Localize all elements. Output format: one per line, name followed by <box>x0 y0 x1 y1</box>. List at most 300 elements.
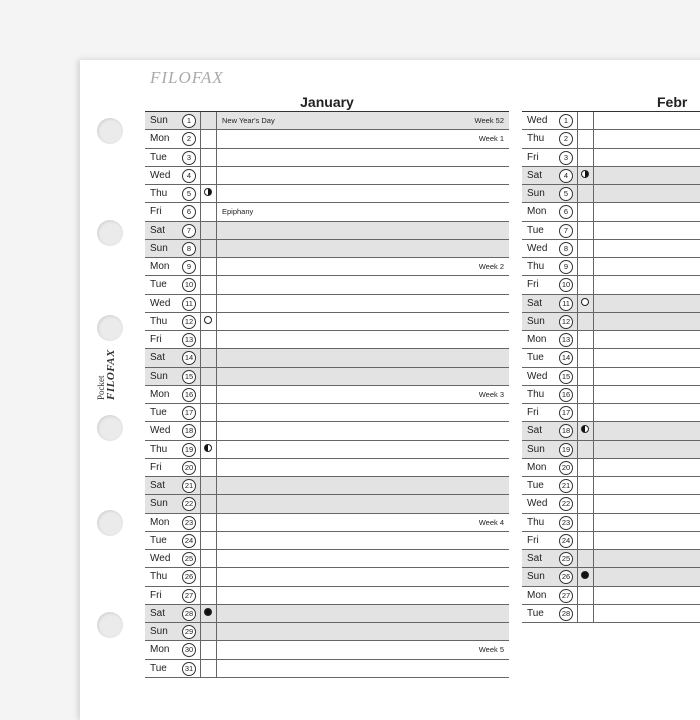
column-divider <box>593 331 594 348</box>
day-row <box>145 130 509 148</box>
column-divider <box>577 605 578 622</box>
day-number: 10 <box>182 278 196 292</box>
day-name: Sun <box>527 188 545 199</box>
column-divider <box>216 313 217 330</box>
holiday-label: New Year's Day <box>222 116 275 125</box>
column-divider <box>593 149 594 166</box>
day-row <box>145 185 509 203</box>
day-number: 8 <box>182 242 196 256</box>
day-row <box>522 331 700 349</box>
moon-phase-last-icon <box>204 444 212 452</box>
day-row <box>145 349 509 367</box>
day-row <box>522 149 700 167</box>
day-name: Fri <box>527 279 539 291</box>
day-row <box>522 222 700 240</box>
day-number: 14 <box>559 351 573 365</box>
day-number: 13 <box>182 333 196 347</box>
day-number: 17 <box>182 406 196 420</box>
column-divider <box>593 550 594 567</box>
column-divider <box>593 495 594 512</box>
column-divider <box>200 222 201 239</box>
column-divider <box>577 441 578 458</box>
day-row <box>145 167 509 185</box>
column-divider <box>200 514 201 531</box>
weekend-shading <box>522 422 700 439</box>
weekend-shading <box>522 568 700 585</box>
column-divider <box>577 313 578 330</box>
day-number: 28 <box>182 607 196 621</box>
day-name: Fri <box>150 589 162 601</box>
day-row <box>145 203 509 221</box>
punch-hole <box>97 220 123 246</box>
day-row <box>522 349 700 367</box>
day-row <box>145 660 509 678</box>
day-row <box>145 441 509 459</box>
day-number: 13 <box>559 333 573 347</box>
day-name: Mon <box>150 644 170 656</box>
column-divider <box>593 258 594 275</box>
day-row <box>522 441 700 459</box>
day-row <box>145 568 509 586</box>
moon-phase-new-icon <box>204 608 212 616</box>
brand-logo: FILOFAX <box>150 68 224 87</box>
column-divider <box>593 349 594 366</box>
column-divider <box>577 185 578 202</box>
day-row <box>145 550 509 568</box>
day-name: Tue <box>150 534 167 546</box>
side-label-brand: FILOFAX <box>105 349 117 400</box>
column-divider <box>200 605 201 622</box>
day-rows <box>145 112 509 678</box>
day-number: 9 <box>559 260 573 274</box>
day-number: 3 <box>182 151 196 165</box>
column-divider <box>216 605 217 622</box>
column-divider <box>577 349 578 366</box>
column-divider <box>593 514 594 531</box>
punch-hole <box>97 510 123 536</box>
day-name: Mon <box>150 261 170 272</box>
column-divider <box>593 459 594 476</box>
day-name: Wed <box>150 169 171 181</box>
day-name: Wed <box>150 425 171 437</box>
column-divider <box>200 368 201 385</box>
day-number: 5 <box>559 187 573 201</box>
day-number: 7 <box>559 224 573 238</box>
day-name: Wed <box>150 297 171 309</box>
column-divider <box>216 587 217 604</box>
day-row <box>145 404 509 422</box>
day-name: Sat <box>150 352 166 364</box>
day-row <box>145 222 509 240</box>
punch-hole <box>97 415 123 441</box>
column-divider <box>577 130 578 147</box>
column-divider <box>216 276 217 293</box>
day-name: Tue <box>150 151 167 163</box>
column-divider <box>216 532 217 549</box>
day-name: Fri <box>527 151 539 163</box>
day-row <box>145 587 509 605</box>
day-number: 25 <box>559 552 573 566</box>
day-name: Fri <box>150 334 162 345</box>
day-row <box>522 587 700 605</box>
column-divider <box>216 149 217 166</box>
day-name: Fri <box>527 534 539 546</box>
column-divider <box>216 660 217 677</box>
column-divider <box>593 276 594 293</box>
column-divider <box>200 441 201 458</box>
day-number: 8 <box>559 242 573 256</box>
day-name: Tue <box>527 480 544 491</box>
day-name: Mon <box>527 334 547 345</box>
column-divider <box>216 623 217 640</box>
column-divider <box>216 386 217 403</box>
day-number: 30 <box>182 643 196 657</box>
day-name: Thu <box>527 388 545 400</box>
day-row <box>145 422 509 440</box>
day-row <box>145 459 509 477</box>
day-number: 21 <box>182 479 196 493</box>
week-number: Week 4 <box>478 517 504 527</box>
day-name: Fri <box>150 461 162 473</box>
column-divider <box>200 203 201 220</box>
day-name: Sun <box>527 443 545 455</box>
day-row <box>145 605 509 623</box>
day-name: Sat <box>150 224 166 236</box>
day-row <box>145 514 509 532</box>
column-divider <box>577 422 578 439</box>
day-row <box>522 477 700 495</box>
column-divider <box>200 404 201 421</box>
day-row <box>522 605 700 623</box>
column-divider <box>216 514 217 531</box>
day-name: Sat <box>527 425 543 437</box>
day-row <box>145 112 509 130</box>
column-divider <box>200 587 201 604</box>
column-divider <box>593 185 594 202</box>
day-name: Sun <box>527 315 545 327</box>
column-divider <box>200 641 201 658</box>
column-divider <box>577 495 578 512</box>
column-divider <box>216 203 217 220</box>
day-row <box>145 258 509 276</box>
day-name: Tue <box>150 662 167 674</box>
day-number: 24 <box>559 534 573 548</box>
day-name: Sun <box>150 626 168 637</box>
column-divider <box>216 641 217 658</box>
column-divider <box>577 240 578 257</box>
column-divider <box>593 605 594 622</box>
column-divider <box>593 295 594 312</box>
day-number: 9 <box>182 260 196 274</box>
day-name: Sun <box>150 115 168 126</box>
weekend-shading <box>522 167 700 184</box>
day-number: 23 <box>182 516 196 530</box>
column-divider <box>216 550 217 567</box>
column-divider <box>216 459 217 476</box>
punch-hole <box>97 315 123 341</box>
column-divider <box>593 568 594 585</box>
day-name: Thu <box>527 133 545 145</box>
day-name: Mon <box>527 589 547 601</box>
day-name: Wed <box>527 498 548 510</box>
column-divider <box>577 587 578 604</box>
column-divider <box>593 313 594 330</box>
week-number: Week 52 <box>474 116 504 125</box>
day-name: Wed <box>527 242 548 254</box>
day-number: 26 <box>559 570 573 584</box>
day-name: Sun <box>527 571 545 583</box>
day-name: Tue <box>150 407 167 418</box>
holiday-label: Epiphany <box>222 207 254 217</box>
day-number: 5 <box>182 187 196 201</box>
day-number: 28 <box>559 607 573 621</box>
column-divider <box>216 441 217 458</box>
day-number: 1 <box>559 114 573 128</box>
day-number: 22 <box>559 497 573 511</box>
day-number: 3 <box>559 151 573 165</box>
column-divider <box>577 331 578 348</box>
column-divider <box>577 203 578 220</box>
day-number: 19 <box>559 443 573 457</box>
column-divider <box>216 331 217 348</box>
day-row <box>145 240 509 258</box>
day-name: Sat <box>150 607 166 619</box>
day-name: Wed <box>527 115 548 126</box>
column-divider <box>200 422 201 439</box>
day-name: Tue <box>527 224 544 236</box>
column-divider <box>216 112 217 129</box>
punch-hole <box>97 612 123 638</box>
day-number: 6 <box>559 205 573 219</box>
column-divider <box>216 404 217 421</box>
day-name: Thu <box>150 315 168 327</box>
week-number: Week 1 <box>478 134 504 144</box>
day-row <box>522 495 700 513</box>
column-divider <box>593 441 594 458</box>
day-name: Sun <box>150 242 168 254</box>
column-divider <box>593 532 594 549</box>
column-divider <box>577 514 578 531</box>
column-divider <box>593 130 594 147</box>
column-divider <box>200 623 201 640</box>
day-name: Wed <box>150 553 171 564</box>
day-row <box>522 295 700 313</box>
column-divider <box>593 240 594 257</box>
day-name: Tue <box>527 352 544 364</box>
column-divider <box>593 112 594 129</box>
column-divider <box>577 258 578 275</box>
day-name: Sat <box>527 553 543 564</box>
column-divider <box>216 295 217 312</box>
day-number: 22 <box>182 497 196 511</box>
day-row <box>145 149 509 167</box>
day-name: Wed <box>527 370 548 382</box>
day-row <box>522 514 700 532</box>
column-divider <box>577 459 578 476</box>
column-divider <box>200 313 201 330</box>
moon-phase-first-icon <box>581 170 589 178</box>
day-row <box>145 295 509 313</box>
column-divider <box>577 276 578 293</box>
day-row <box>522 532 700 550</box>
day-number: 11 <box>559 297 573 311</box>
column-divider <box>577 532 578 549</box>
day-row <box>145 386 509 404</box>
day-number: 14 <box>182 351 196 365</box>
column-divider <box>200 660 201 677</box>
column-divider <box>577 149 578 166</box>
day-name: Tue <box>150 279 167 291</box>
column-divider <box>577 222 578 239</box>
column-divider <box>200 240 201 257</box>
day-number: 20 <box>559 461 573 475</box>
day-rows <box>522 112 700 623</box>
day-number: 23 <box>559 516 573 530</box>
day-number: 31 <box>182 662 196 676</box>
day-name: Mon <box>150 133 170 145</box>
day-number: 4 <box>182 169 196 183</box>
moon-phase-full-icon <box>581 298 589 306</box>
day-number: 15 <box>559 370 573 384</box>
day-row <box>145 313 509 331</box>
day-number: 16 <box>559 388 573 402</box>
day-name: Sun <box>150 498 168 510</box>
day-name: Sun <box>150 370 168 382</box>
day-number: 12 <box>559 315 573 329</box>
day-number: 24 <box>182 534 196 548</box>
day-row <box>522 276 700 294</box>
day-row <box>145 477 509 495</box>
day-number: 17 <box>559 406 573 420</box>
week-number: Week 2 <box>478 262 504 271</box>
day-row <box>145 623 509 641</box>
day-number: 7 <box>182 224 196 238</box>
column-divider <box>216 368 217 385</box>
day-name: Tue <box>527 607 544 619</box>
column-divider <box>216 568 217 585</box>
column-divider <box>200 112 201 129</box>
column-divider <box>577 404 578 421</box>
day-name: Sat <box>527 297 543 309</box>
day-row <box>522 167 700 185</box>
day-row <box>522 313 700 331</box>
day-row <box>145 495 509 513</box>
weekend-shading <box>522 313 700 330</box>
week-number: Week 3 <box>478 389 504 399</box>
weekend-shading <box>522 550 700 567</box>
month-title: January <box>145 94 509 112</box>
day-number: 21 <box>559 479 573 493</box>
column-divider <box>216 167 217 184</box>
day-name: Sat <box>150 480 166 491</box>
day-row <box>522 386 700 404</box>
day-number: 16 <box>182 388 196 402</box>
day-number: 25 <box>182 552 196 566</box>
column-divider <box>577 477 578 494</box>
moon-phase-first-icon <box>204 188 212 196</box>
column-divider <box>200 185 201 202</box>
column-divider <box>577 550 578 567</box>
day-number: 15 <box>182 370 196 384</box>
day-row <box>145 368 509 386</box>
day-row <box>522 550 700 568</box>
column-divider <box>593 203 594 220</box>
day-row <box>522 258 700 276</box>
day-row <box>522 568 700 586</box>
column-divider <box>200 386 201 403</box>
column-divider <box>593 368 594 385</box>
column-divider <box>577 368 578 385</box>
day-number: 4 <box>559 169 573 183</box>
column-divider <box>200 568 201 585</box>
day-name: Thu <box>150 188 168 199</box>
column-divider <box>593 222 594 239</box>
day-number: 27 <box>559 589 573 603</box>
column-divider <box>200 495 201 512</box>
day-number: 10 <box>559 278 573 292</box>
day-name: Thu <box>150 443 168 455</box>
side-label-size: Pocket <box>96 375 106 400</box>
column-divider <box>593 404 594 421</box>
side-label <box>96 349 116 400</box>
column-divider <box>200 276 201 293</box>
day-row <box>145 331 509 349</box>
column-divider <box>593 477 594 494</box>
column-divider <box>577 112 578 129</box>
column-divider <box>200 130 201 147</box>
month-title: Febr <box>522 94 700 112</box>
column-divider <box>200 532 201 549</box>
month-february <box>522 94 700 623</box>
column-divider <box>593 386 594 403</box>
column-divider <box>577 167 578 184</box>
day-number: 12 <box>182 315 196 329</box>
column-divider <box>216 130 217 147</box>
day-name: Mon <box>527 461 547 473</box>
column-divider <box>200 149 201 166</box>
column-divider <box>577 295 578 312</box>
column-divider <box>593 587 594 604</box>
day-number: 6 <box>182 205 196 219</box>
day-name: Mon <box>150 388 170 400</box>
column-divider <box>593 422 594 439</box>
day-row <box>522 130 700 148</box>
month-january <box>145 94 509 678</box>
day-name: Mon <box>527 206 547 218</box>
day-name: Thu <box>150 571 168 583</box>
column-divider <box>216 349 217 366</box>
weekend-shading <box>522 441 700 458</box>
day-name: Thu <box>527 261 545 272</box>
column-divider <box>577 386 578 403</box>
column-divider <box>216 222 217 239</box>
week-number: Week 5 <box>478 645 504 655</box>
punch-hole <box>97 118 123 144</box>
column-divider <box>216 495 217 512</box>
column-divider <box>200 550 201 567</box>
weekend-shading <box>522 295 700 312</box>
column-divider <box>216 477 217 494</box>
column-divider <box>200 477 201 494</box>
day-number: 20 <box>182 461 196 475</box>
day-number: 29 <box>182 625 196 639</box>
day-row <box>522 422 700 440</box>
day-name: Thu <box>527 516 545 528</box>
day-number: 2 <box>182 132 196 146</box>
day-number: 27 <box>182 589 196 603</box>
day-row <box>522 112 700 130</box>
day-row <box>145 276 509 294</box>
